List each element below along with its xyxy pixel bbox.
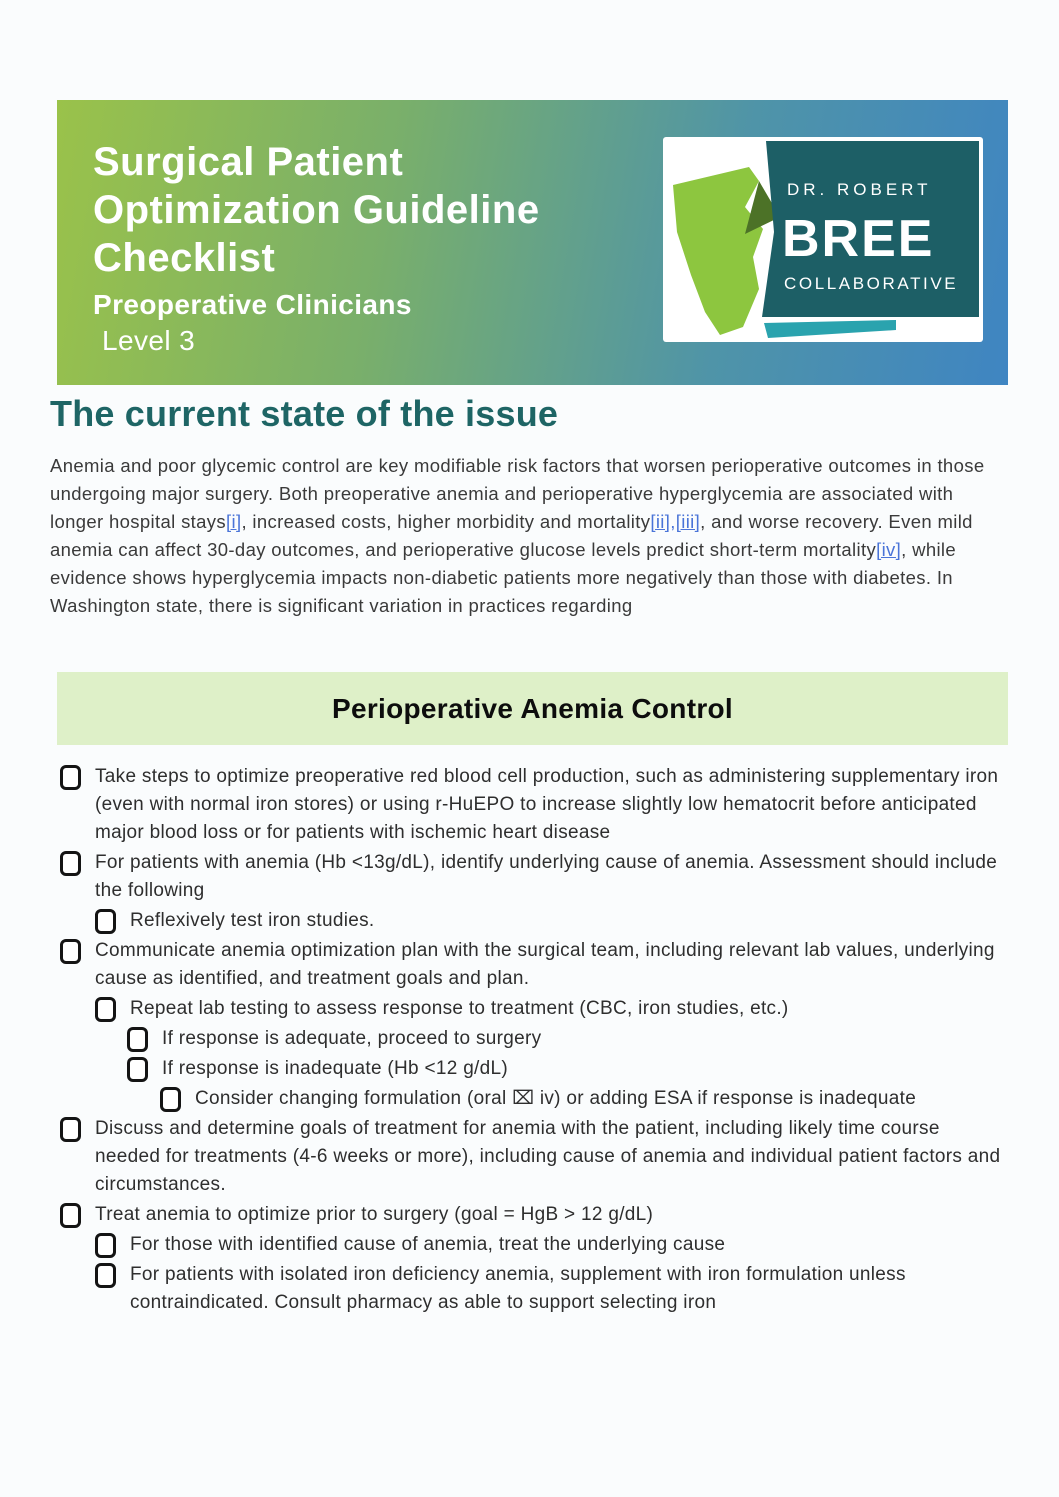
checklist-item — [60, 937, 1010, 993]
checkbox-icon[interactable] — [95, 909, 116, 934]
checklist-item-text: Consider changing formulation (oral ⌧ iv) or adding ESA if response is inadequate — [195, 1088, 917, 1109]
intro-paragraph — [50, 452, 990, 620]
checklist-item — [60, 1231, 1010, 1259]
checklist-item-text: Treat anemia to optimize prior to surgery (goal = HgB > 12 g/dL) — [95, 1204, 654, 1225]
page-title-line-1: Surgical Patient — [93, 140, 404, 184]
intro-text-1: Anemia and poor glycemic control are key modifiable risk factors that worsen perioperative outcomes in those undergoing major surgery. Both preoperative anemia and perioperative hyperglycemia are associated with longer hospital stays — [50, 455, 985, 532]
checkbox-icon[interactable] — [95, 1263, 116, 1288]
anemia-section-banner — [57, 672, 1008, 745]
intro-text-2: , increased costs, higher morbidity and mortality — [241, 511, 651, 532]
checklist-item — [60, 1085, 1010, 1113]
intro-text-3: , and worse recovery. Even mild anemia can affect 30-day outcomes, and perioperative glucose levels predict short-term mortality — [50, 511, 973, 560]
checklist-item-text: Discuss and determine goals of treatment for anemia with the patient, including likely time course needed for treatments (4-6 weeks or more), including cause of anemia and individual patient factors and circumstances. — [95, 1118, 1001, 1195]
checklist-item — [60, 1115, 1010, 1199]
checkbox-icon[interactable] — [60, 851, 81, 876]
citation-link-i[interactable]: [i] — [226, 511, 242, 532]
page-title-line-3: Checklist — [93, 236, 276, 280]
checklist-item-text: Repeat lab testing to assess response to treatment (CBC, iron studies, etc.) — [130, 998, 789, 1019]
checklist-item — [60, 1055, 1010, 1083]
header-banner — [57, 100, 1008, 385]
intro-text-4: , while evidence shows hyperglycemia impacts non-diabetic patients more negatively than those with diabetes. In Washington state, there is significant variation in practices regarding — [50, 539, 957, 616]
bree-collaborative-logo — [663, 137, 983, 342]
citation-link-ii-iii[interactable]: [ii],[iii] — [650, 511, 701, 532]
checklist-item — [60, 995, 1010, 1023]
checklist-item — [60, 1025, 1010, 1053]
section-heading: The current state of the issue — [50, 393, 559, 434]
checklist-item — [60, 763, 1010, 847]
logo-bottom-text: COLLABORATIVE — [784, 274, 959, 293]
checklist-item — [60, 1201, 1010, 1229]
checklist-item — [60, 907, 1010, 935]
level-label: Level 3 — [102, 325, 196, 356]
checklist-item-text: Reflexively test iron studies. — [130, 910, 375, 931]
header-text-block — [93, 138, 540, 358]
checkbox-icon[interactable] — [60, 1203, 81, 1228]
checkbox-icon[interactable] — [95, 997, 116, 1022]
checklist-item-text: Communicate anemia optimization plan with the surgical team, including relevant lab values, underlying cause as identified, and treatment goals and plan. — [95, 940, 995, 989]
page-subtitle: Preoperative Clinicians — [93, 289, 412, 320]
checkbox-icon[interactable] — [95, 1233, 116, 1258]
checklist-item-text: For those with identified cause of anemia, treat the underlying cause — [130, 1234, 726, 1255]
logo-top-text: DR. ROBERT — [787, 180, 932, 199]
checkbox-icon[interactable] — [60, 1117, 81, 1142]
checklist-item — [60, 849, 1010, 905]
anemia-checklist — [60, 763, 1010, 1319]
citation-link-iv[interactable]: [iv] — [876, 539, 902, 560]
checkbox-icon[interactable] — [60, 765, 81, 790]
checklist-item-text: For patients with anemia (Hb <13g/dL), identify underlying cause of anemia. Assessment should include the following — [95, 852, 998, 901]
checklist-item-text: If response is adequate, proceed to surgery — [162, 1028, 542, 1049]
checkbox-icon[interactable] — [127, 1027, 148, 1052]
checkbox-icon[interactable] — [160, 1087, 181, 1112]
checklist-item-text: Take steps to optimize preoperative red blood cell production, such as administering supplementary iron (even with normal iron stores) or using r-HuEPO to increase slightly low hematocrit before anticipated major blood loss or for patients with ischemic heart disease — [95, 766, 999, 843]
checklist-item-text: If response is inadequate (Hb <12 g/dL) — [162, 1058, 508, 1079]
page-title-line-2: Optimization Guideline — [93, 188, 540, 232]
checklist-item-text: For patients with isolated iron deficiency anemia, supplement with iron formulation unless contraindicated. Consult pharmacy as able to support selecting iron — [130, 1264, 906, 1313]
anemia-banner-heading: Perioperative Anemia Control — [331, 692, 733, 724]
logo-main-text: BREE — [782, 210, 935, 268]
checkbox-icon[interactable] — [127, 1057, 148, 1082]
checkbox-icon[interactable] — [60, 939, 81, 964]
checklist-item — [60, 1261, 1010, 1317]
